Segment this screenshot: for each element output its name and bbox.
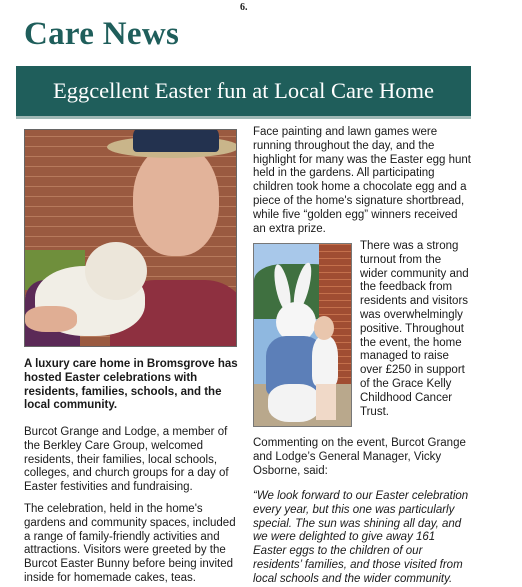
headline-banner: Eggcellent Easter fun at Local Care Home [16,66,471,119]
body-paragraph-4: There was a strong turnout from the wider community and the feedback from residents and visitors was overwhelmingly positive. Throughout the event, the home managed to raise over £250 in support of the Grace Kelly Childhood Cancer Trust. [360,240,469,418]
body-paragraph-5: Commenting on the event, Burcot Grange and Lodge’s General Manager, Vicky Osborne, said: [253,437,466,477]
photo-easter-bunny-with-child [253,243,352,427]
masthead-title: Care News [24,16,180,52]
lede-paragraph: A luxury care home in Bromsgrove has hosted Easter celebrations with residents, families, schools, and the local community. [24,358,238,412]
body-paragraph-3: Face painting and lawn games were running throughout the day, and the highlight for many was the Easter egg hunt held in the gardens. All participating children took home a chocolate egg and a piece of the home's signature shortbread, while five “golden egg” winners received an extra prize. [253,126,471,235]
page-number: 6. [240,2,248,13]
body-paragraph-1: Burcot Grange and Lodge, a member of the Berkley Care Group, welcomed residents, their families, local schools, colleges, and church groups for a day of Easter festivities and fundraising. [24,426,229,494]
body-paragraph-2: The celebration, held in the home's gardens and community spaces, included a range of family-friendly activities and attractions. Visitors were greeted by the Burcot Easter Bunny before being invited inside for homemade cakes, teas. [24,503,236,584]
photo-resident-with-lamb [24,129,237,347]
quote-paragraph: “We look forward to our Easter celebration every year, but this one was particularly special. The sun was shining all day, and we were delighted to give away 161 Easter eggs to the children of our residents’ families, and those visited from local schools and the wider community. [253,490,469,585]
